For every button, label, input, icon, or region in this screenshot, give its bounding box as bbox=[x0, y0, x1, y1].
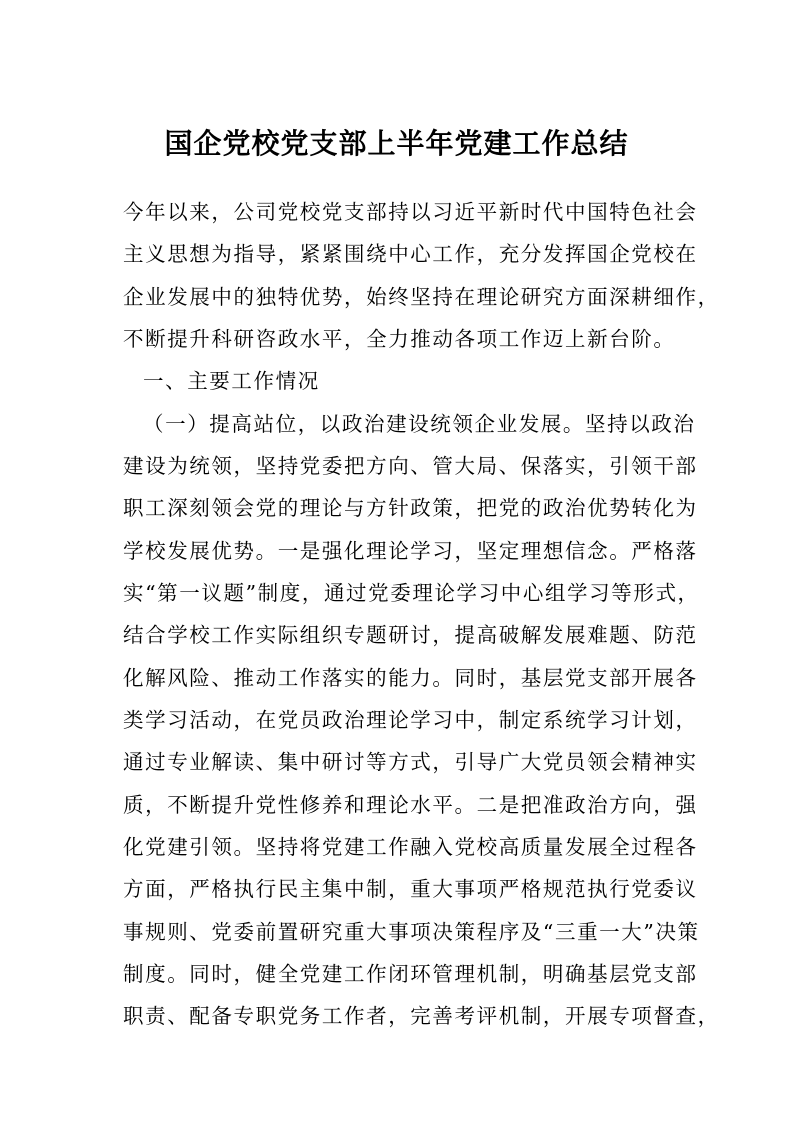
body-line-12: 化解风险、推动工作落实的能力。同时，基层党支部开展各 bbox=[123, 666, 698, 690]
body-line-19: 制度。同时，健全党建工作闭环管理机制，明确基层党支部 bbox=[123, 962, 698, 986]
body-line-20: 职责、配备专职党务工作者，完善考评机制，开展专项督查， bbox=[123, 1004, 720, 1028]
body-line-2: 主义思想为指导，紧紧围绕中心工作，充分发挥国企党校在 bbox=[123, 242, 698, 266]
body-line-1: 今年以来，公司党校党支部持以习近平新时代中国特色社会 bbox=[123, 200, 698, 224]
body-line-8: 职工深刻领会党的理论与方针政策，把党的政治优势转化为 bbox=[123, 496, 698, 520]
body-line-10: 实“第一议题”制度，通过党委理论学习中心组学习等形式， bbox=[123, 581, 700, 605]
body-line-11: 结合学校工作实际组织专题研讨，提高破解发展难题、防范 bbox=[123, 623, 698, 647]
body-line-9: 学校发展优势。一是强化理论学习，坚定理想信念。严格落 bbox=[123, 539, 698, 563]
body-line-18: 事规则、党委前置研究重大事项决策程序及“三重一大”决策 bbox=[123, 920, 700, 944]
subsection-heading-1: （一）提高站位，以政治建设统领企业发展。坚持以政治 bbox=[143, 412, 696, 436]
body-line-4: 不断提升科研咨政水平，全力推动各项工作迈上新台阶。 bbox=[123, 327, 676, 351]
body-line-14: 通过专业解读、集中研讨等方式，引导广大党员领会精神实 bbox=[123, 750, 698, 774]
body-line-15: 质，不断提升党性修养和理论水平。二是把准政治方向，强 bbox=[123, 793, 698, 817]
body-line-13: 类学习活动，在党员政治理论学习中，制定系统学习计划， bbox=[123, 708, 698, 732]
body-line-3: 企业发展中的独特优势，始终坚持在理论研究方面深耕细作， bbox=[123, 285, 720, 309]
body-line-16: 化党建引领。坚持将党建工作融入党校高质量发展全过程各 bbox=[123, 835, 698, 859]
body-line-17: 方面，严格执行民主集中制，重大事项严格规范执行党委议 bbox=[123, 877, 698, 901]
document-title: 国企党校党支部上半年党建工作总结 bbox=[164, 127, 629, 160]
body-line-7: 建设为统领，坚持党委把方向、管大局、保落实，引领干部 bbox=[123, 454, 698, 478]
section-heading-1: 一、主要工作情况 bbox=[143, 369, 320, 393]
